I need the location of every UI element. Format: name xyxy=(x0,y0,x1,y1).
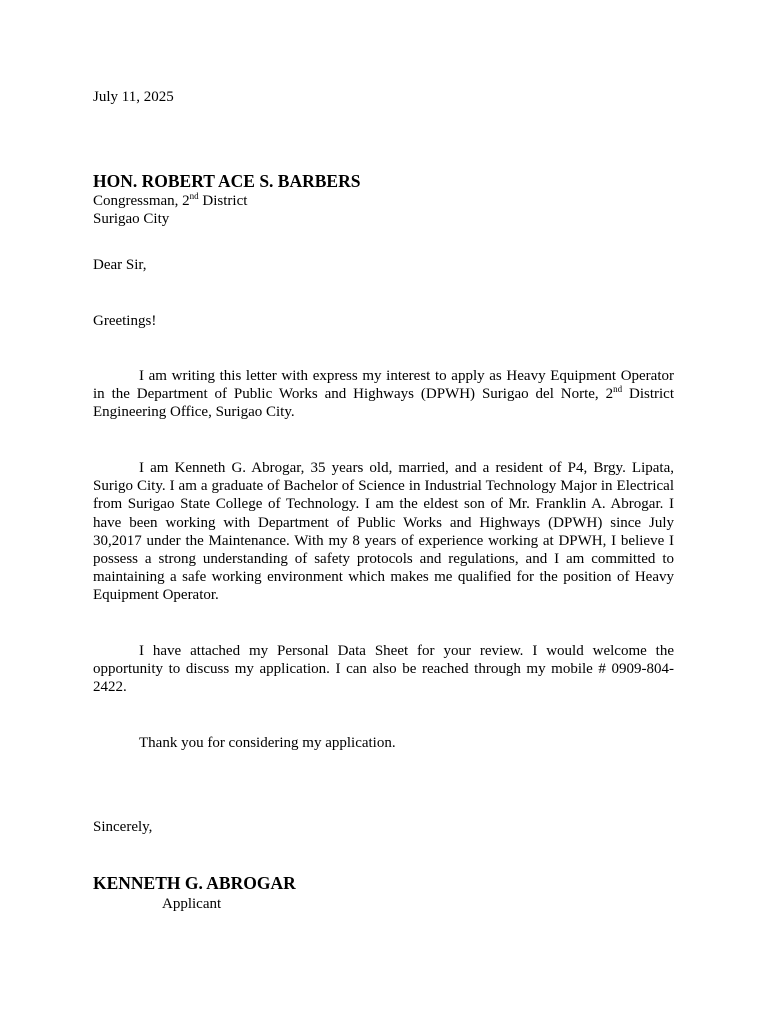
salutation: Dear Sir, xyxy=(93,257,147,273)
paragraph-background: I am Kenneth G. Abrogar, 35 years old, married, and a resident of P4, Brgy. Lipata, Surigo City. I am a graduate of Bachelor of Science in Industrial Technology Major in Electrical from Surigao State College of Technology. I am the eldest son of Mr. Franklin A. Abrogar. I have been working with Department of Public Works and Highways (DPWH) since July 30,2017 under the Maintenance. With my 8 years of experience working at DPWH, I believe I possess a strong understanding of safety protocols and regulations, and I am committed to maintaining a safe working environment which makes me qualified for the position of Heavy Equipment Operator. xyxy=(93,460,674,604)
closing: Sincerely, xyxy=(93,819,153,835)
letter-date: July 11, 2025 xyxy=(93,89,174,105)
recipient-title-prefix: Congressman, 2 xyxy=(93,193,190,209)
paragraph-attachment: I have attached my Personal Data Sheet for your review. I would welcome the opportunity to discuss my application. I can also be reached through my mobile # 0909-804-2422. xyxy=(93,643,674,696)
recipient-title-suffix: District xyxy=(198,193,248,209)
paragraph-interest xyxy=(93,367,674,422)
recipient-title xyxy=(93,192,247,210)
recipient-city: Surigao City xyxy=(93,211,170,227)
recipient-name: HON. ROBERT ACE S. BARBERS xyxy=(93,171,361,191)
paragraph-thanks: Thank you for considering my application. xyxy=(139,735,396,751)
signature-name: KENNETH G. ABROGAR xyxy=(93,873,296,893)
recipient-title-sup: nd xyxy=(189,191,199,201)
paragraph-interest-sup: nd xyxy=(613,384,623,395)
paragraph-interest-part1: I am writing this letter with express my interest to apply as Heavy Equipment Operator in the Department of Public Works and Highways (DPWH) Surigao del Norte, 2 xyxy=(93,368,674,403)
greeting: Greetings! xyxy=(93,313,157,329)
signature-title: Applicant xyxy=(162,896,222,912)
paragraph-interest-part2: District Engineering Office, Surigao City. xyxy=(93,386,674,421)
